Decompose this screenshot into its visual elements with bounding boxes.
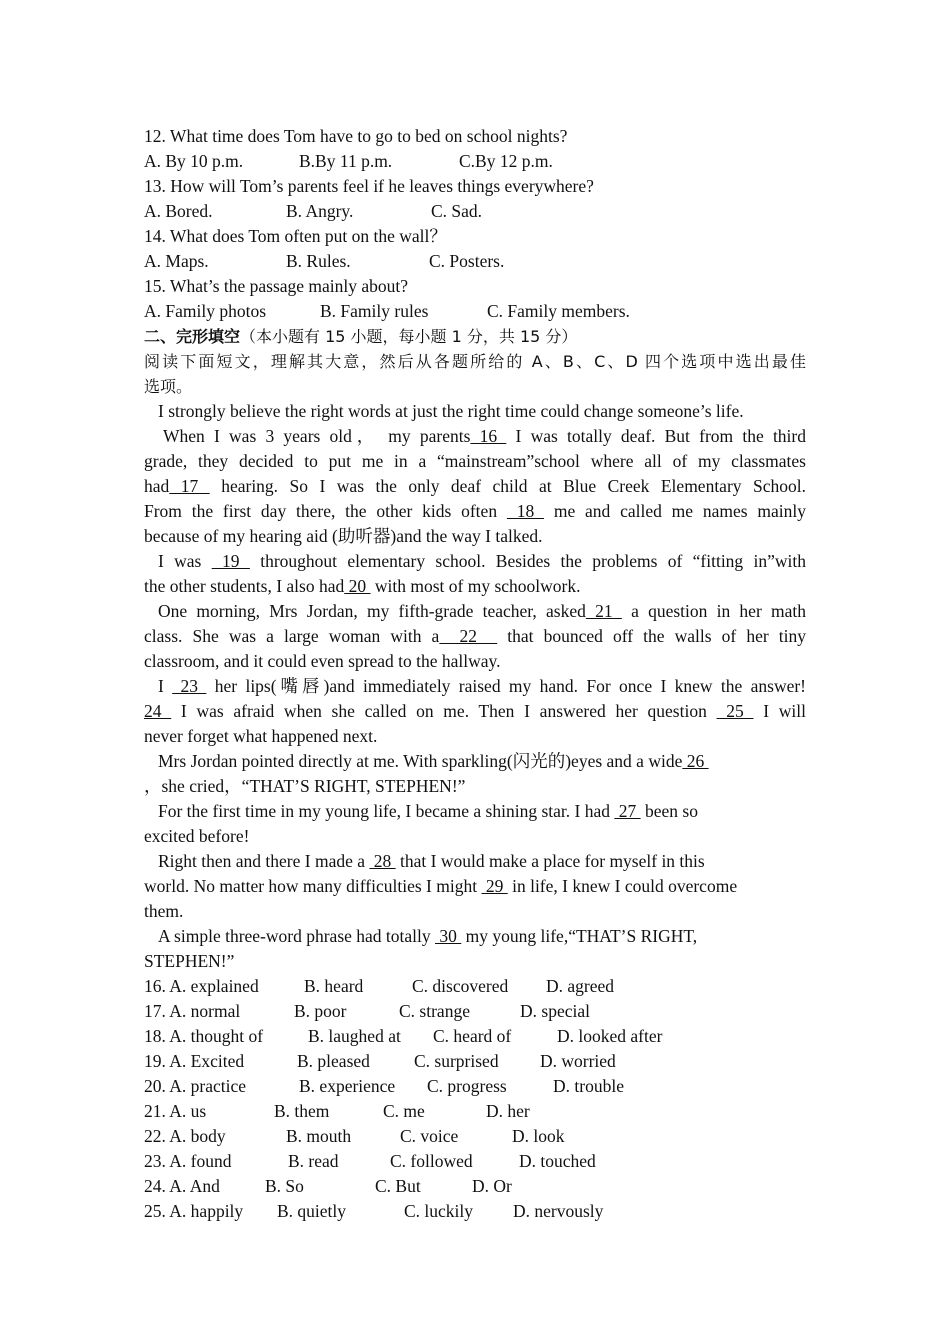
options-23 <box>144 1149 806 1174</box>
passage-line: For the first time in my young life, I became a shining star. I had 27 been so <box>158 801 698 821</box>
option: D. touched <box>519 1151 596 1171</box>
blank-25: 25 <box>716 701 754 721</box>
question-12-options <box>144 149 806 174</box>
option: 16. A. explained <box>144 976 259 996</box>
passage-line: I was 19 throughout elementary school. Besides the problems of “fitting in”with <box>158 551 806 571</box>
option: B. them <box>274 1101 330 1121</box>
option: A. Bored. <box>144 201 213 221</box>
option: B. pleased <box>297 1051 370 1071</box>
passage-line: world. No matter how many difficulties I might 29 in life, I knew I could overcome <box>144 876 738 896</box>
option: A. By 10 p.m. <box>144 151 244 171</box>
question-15: 15. What’s the passage mainly about? <box>144 276 409 296</box>
passage-line: From the first day there, the other kids often 18 me and called me names mainly <box>144 501 806 521</box>
section-instruction: 阅读下面短文，理解其大意，然后从各题所给的 A、B、C、D 四个选项中选出最佳 <box>144 352 806 371</box>
question-13: 13. How will Tom’s parents feel if he leaves things everywhere? <box>144 176 594 196</box>
question-14-options <box>144 249 806 274</box>
option: C. strange <box>399 1001 470 1021</box>
option: D. her <box>486 1101 530 1121</box>
option: D. trouble <box>553 1076 624 1096</box>
option: 21. A. us <box>144 1101 207 1121</box>
passage-line: had 17 hearing. So I was the only deaf child at Blue Creek Elementary School. <box>144 476 806 496</box>
blank-28: 28 <box>369 851 396 871</box>
passage-line: excited before! <box>144 826 250 846</box>
question-12: 12. What time does Tom have to go to bed on school nights? <box>144 126 568 146</box>
option: 22. A. body <box>144 1126 226 1146</box>
option: C. progress <box>427 1076 507 1096</box>
option: C. voice <box>400 1126 459 1146</box>
blank-20: 20 <box>344 576 371 596</box>
section-title: 二、完形填空 <box>144 327 241 346</box>
blank-24: 24 <box>144 701 172 721</box>
option: C. discovered <box>412 976 509 996</box>
passage-line: 24 I was afraid when she called on me. Then I answered her question 25 I will <box>144 701 806 721</box>
passage-line: them. <box>144 901 184 921</box>
passage-line: classroom, and it could even spread to the hallway. <box>144 651 501 671</box>
option: A. Family photos <box>144 301 267 321</box>
blank-18: 18 <box>506 501 545 521</box>
question-14: 14. What does Tom often put on the wall？ <box>144 226 447 246</box>
option: B. experience <box>299 1076 396 1096</box>
passage-line: A simple three-word phrase had totally 30 my young life,“THAT’S RIGHT, <box>158 926 698 946</box>
passage-line: never forget what happened next. <box>144 726 378 746</box>
option: C. Sad. <box>431 201 483 221</box>
option: D. nervously <box>513 1201 604 1221</box>
options-16 <box>144 974 806 999</box>
option: D. agreed <box>546 976 615 996</box>
blank-30: 30 <box>435 926 462 946</box>
blank-16: 16 <box>470 426 507 446</box>
passage-line: STEPHEN!” <box>144 951 235 971</box>
option: D. look <box>512 1126 565 1146</box>
question-15-options <box>144 299 806 324</box>
option: B. read <box>288 1151 339 1171</box>
option: B. Angry. <box>286 201 354 221</box>
option: B. laughed at <box>308 1026 401 1046</box>
option: B.By 11 p.m. <box>299 151 393 171</box>
option: B. quietly <box>277 1201 347 1221</box>
passage-line: I strongly believe the right words at just the right time could change someone’s life. <box>158 401 744 421</box>
option: C. me <box>383 1101 425 1121</box>
blank-19: 19 <box>211 551 250 571</box>
option: C. surprised <box>414 1051 499 1071</box>
options-17 <box>144 999 806 1024</box>
options-20 <box>144 1074 806 1099</box>
option: B. poor <box>294 1001 347 1021</box>
option: C. But <box>375 1176 421 1196</box>
option: B. mouth <box>286 1126 352 1146</box>
passage-line: class. She was a large woman with a 22 that bounced off the walls of her tiny <box>144 626 807 646</box>
passage-line: One morning, Mrs Jordan, my fifth-grade teacher, asked 21 a question in her math <box>158 601 806 621</box>
options-24 <box>144 1174 806 1199</box>
options-21 <box>144 1099 806 1124</box>
passage-line: Mrs Jordan pointed directly at me. With sparkling(闪光的)eyes and a wide 26 <box>158 751 709 771</box>
section-note: （本小题有 15 小题，每小题 1 分，共 15 分） <box>240 327 578 346</box>
option: 19. A. Excited <box>144 1051 245 1071</box>
question-13-options <box>144 199 806 224</box>
blank-21: 21 <box>585 601 622 621</box>
option: 17. A. normal <box>144 1001 241 1021</box>
options-18 <box>144 1024 806 1049</box>
option: D. special <box>520 1001 590 1021</box>
option: 23. A. found <box>144 1151 232 1171</box>
options-19 <box>144 1049 806 1074</box>
option: C. followed <box>390 1151 473 1171</box>
blank-27: 27 <box>614 801 641 821</box>
passage-line: grade, they decided to put me in a “mainstream”school where all of my classmates <box>144 451 806 471</box>
option: C.By 12 p.m. <box>459 151 553 171</box>
blank-23: 23 <box>172 676 207 696</box>
exam-page <box>144 124 806 1224</box>
passage-line: because of my hearing aid (助听器)and the way I talked. <box>144 526 543 546</box>
option: C. Posters. <box>429 251 505 271</box>
options-25 <box>144 1199 806 1224</box>
passage-line: the other students, I also had 20 with most of my schoolwork. <box>144 576 581 596</box>
blank-29: 29 <box>481 876 508 896</box>
option: B. So <box>265 1176 304 1196</box>
option: D. worried <box>540 1051 616 1071</box>
option: B. heard <box>304 976 364 996</box>
blank-17: 17 <box>169 476 210 496</box>
passage-line: When I was 3 years old， my parents 16 I was totally deaf. But from the third <box>163 426 806 446</box>
passage-line: I 23 her lips(嘴唇)and immediately raised my hand. For once I knew the answer! <box>158 676 807 696</box>
option: A. Maps. <box>144 251 209 271</box>
blank-26: 26 <box>682 751 709 771</box>
option: 18. A. thought of <box>144 1026 264 1046</box>
passage-line: ，she cried，“THAT’S RIGHT, STEPHEN!” <box>144 776 466 796</box>
option: D. looked after <box>557 1026 663 1046</box>
option: 24. A. And <box>144 1176 220 1196</box>
option: C. Family members. <box>487 301 630 321</box>
options-22 <box>144 1124 806 1149</box>
section-instruction-cont: 选项。 <box>144 377 193 396</box>
option: B. Rules. <box>286 251 351 271</box>
option: 25. A. happily <box>144 1201 244 1221</box>
option: C. heard of <box>433 1026 512 1046</box>
option: 20. A. practice <box>144 1076 247 1096</box>
option: D. Or <box>472 1176 512 1196</box>
blank-22: 22 <box>439 626 498 646</box>
option: B. Family rules <box>320 301 429 321</box>
passage-line: Right then and there I made a 28 that I would make a place for myself in this <box>158 851 705 871</box>
option: C. luckily <box>404 1201 474 1221</box>
section-heading <box>144 324 806 349</box>
